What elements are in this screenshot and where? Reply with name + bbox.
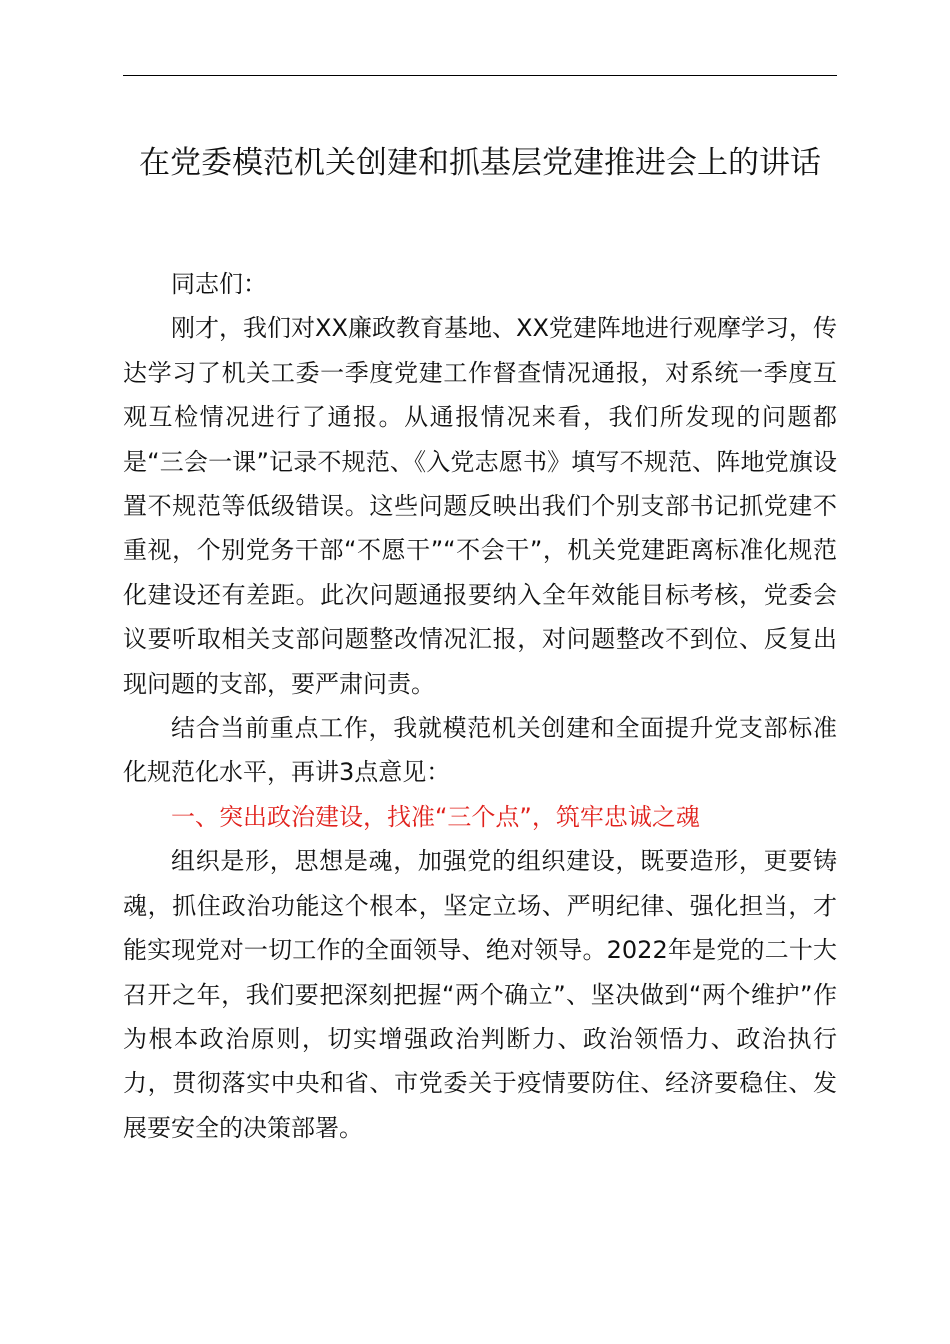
salutation: 同志们： (171, 270, 267, 298)
header-rule (123, 75, 837, 76)
document-body (123, 262, 837, 1150)
document-title: 在党委模范机关创建和抓基层党建推进会上的讲话 (139, 145, 821, 181)
paragraph-transition: 结合当前重点工作，我就模范机关创建和全面提升党支部标准化规范化水平，再讲3点意见： (123, 714, 837, 787)
paragraph-intro: 刚才，我们对XX廉政教育基地、XX党建阵地进行观摩学习，传达学习了机关工委一季度党建工作督查情况通报，对系统一季度互观互检情况进行了通报。从通报情况来看，我们所发现的问题都是“三会一课”记录不规范、《入党志愿书》填写不规范、阵地党旗设置不规范等低级错误。这些问题反映出我们个别支部书记抓党建不重视，个别党务干部“不愿干”“不会干”，机关党建距离标准化规范化建设还有差距。此次问题通报要纳入全年效能目标考核，党委会议要听取相关支部问题整改情况汇报，对问题整改不到位、反复出现问题的支部，要严肃问责。 (123, 314, 837, 698)
section-heading-1: 一、突出政治建设，找准“三个点”，筑牢忠诚之魂 (171, 802, 700, 831)
paragraph-section-1: 组织是形，思想是魂，加强党的组织建设，既要造形，更要铸魂，抓住政治功能这个根本，坚定立场、严明纪律、强化担当，才能实现党对一切工作的全面领导、绝对领导。2022年是党的二十大召开之年，我们要把深刻把握“两个确立”、坚决做到“两个维护”作为根本政治原则，切实增强政治判断力、政治领悟力、政治执行力，贯彻落实中央和省、市党委关于疫情要防住、经济要稳住、发展要安全的决策部署。 (123, 847, 837, 1142)
